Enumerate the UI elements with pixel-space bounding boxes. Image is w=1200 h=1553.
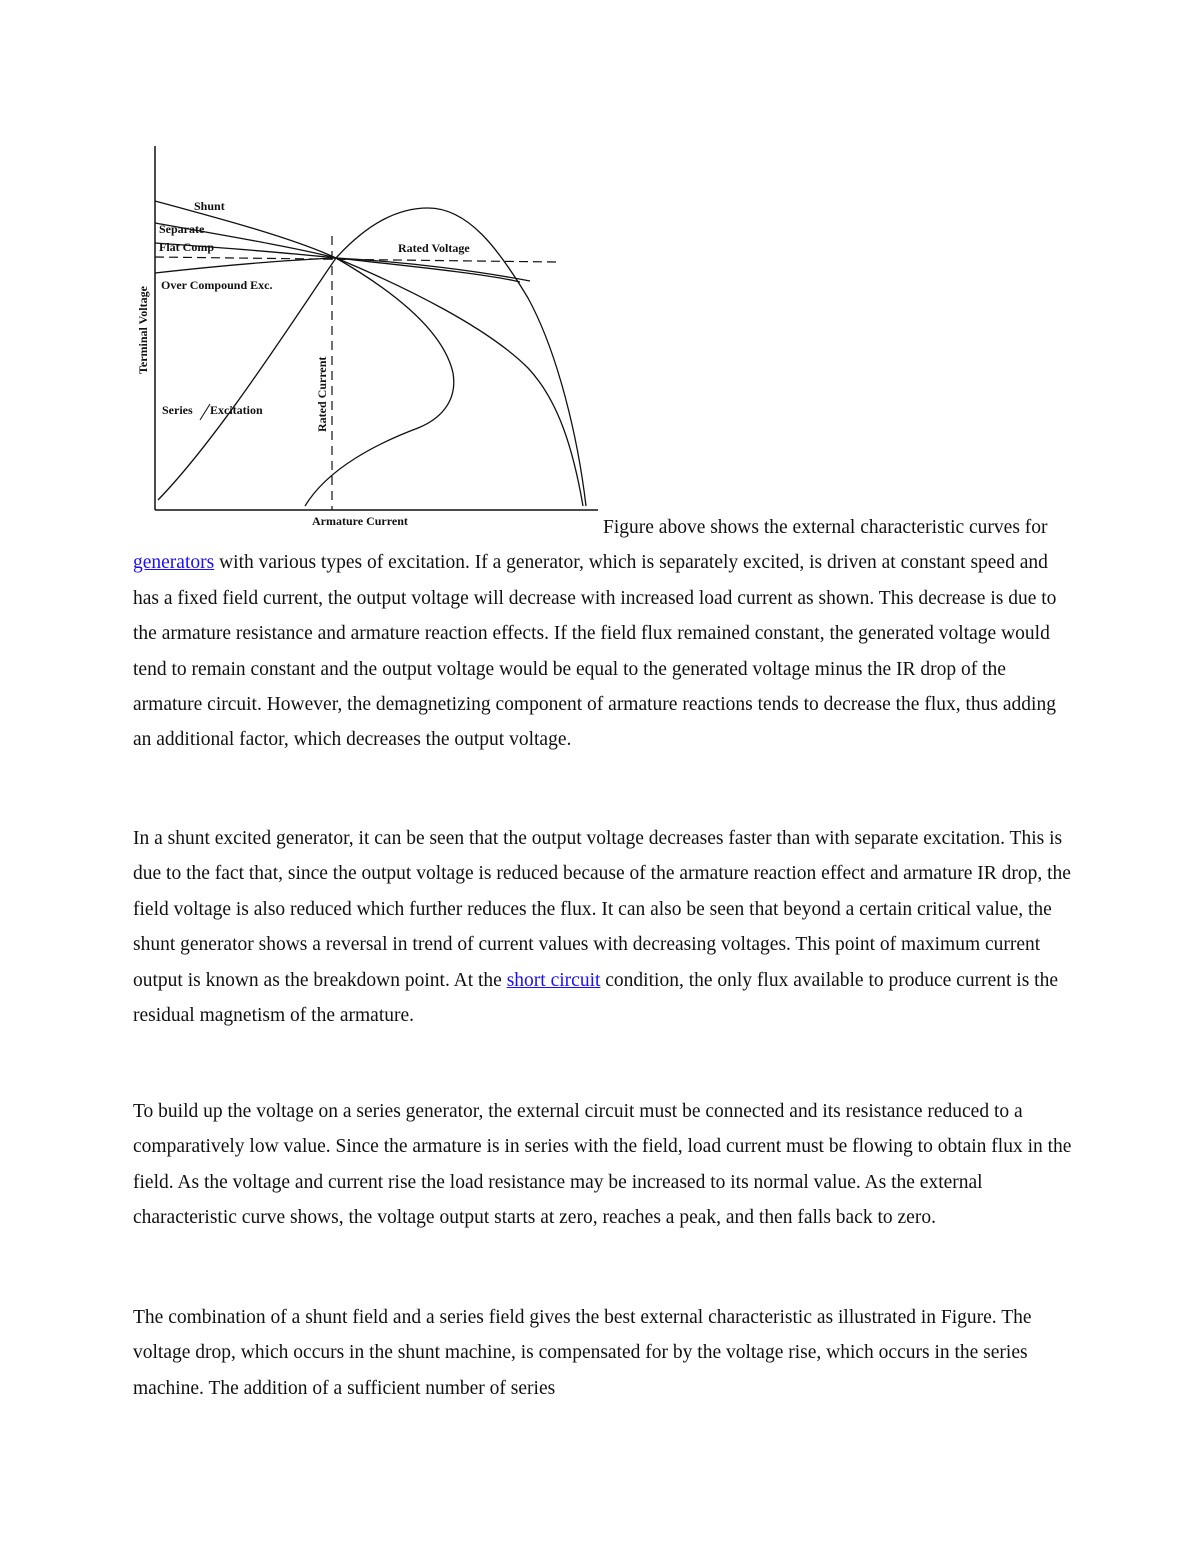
over-compound-label: Over Compound Exc. [161,278,273,292]
short-circuit-link[interactable]: short circuit [506,969,601,991]
separate-curve [155,223,583,506]
paragraph-1 [133,510,1073,758]
series-label: Series [162,403,193,417]
paragraph-2 [133,821,1073,1033]
paragraph-1-text-a: Figure above shows the external characteristic curves for [603,517,1048,538]
paragraph-3: To build up the voltage on a series generator, the external circuit must be connected and its resistance reduced to a comparatively low value. Since the armature is in series with the field, load current must be flowing to obtain flux in the field. As the voltage and current rise the load resistance may be increased to its normal value. As the external characteristic curve shows, the voltage output starts at zero, reaches a peak, and then falls back to zero. [133,1101,1072,1229]
paragraph-4: The combination of a shunt field and a series field gives the best external characteristic as illustrated in Figure. The voltage drop, which occurs in the shunt machine, is compensated for by the voltage rise, which occurs in the series machine. The addition of a sufficient number of series [133,1307,1032,1399]
rated-voltage-label: Rated Voltage [398,241,470,255]
generators-link[interactable]: generators [133,552,215,574]
x-axis-label: Armature Current [312,514,408,528]
paragraph-1-text-b: with various types of excitation. If a generator, which is separately excited, is driven at constant speed and has a fixed field current, the output voltage will decrease with increased load current as shown. This decrease is due to the armature resistance and armature reaction effects. If the field flux remained constant, the generated voltage would tend to remain constant and the output voltage would be equal to the generated voltage minus the IR drop of the armature circuit. However, the demagnetizing component of armature reactions tends to decrease the flux, thus adding an additional factor, which decreases the output voltage. [133,552,1057,751]
series-curve [158,208,586,506]
y-axis-label: Terminal Voltage [136,286,150,374]
flat-comp-label: Flat Comp [159,240,214,254]
paragraph-2-text-a: In a shunt excited generator, it can be seen that the output voltage decreases faster than with separate excitation. This is due to the fact that, since the output voltage is reduced because of the armature reaction effect and armature IR drop, the field voltage is also reduced which further reduces the flux. It can also be seen that beyond a certain critical value, the shunt generator shows a reversal in trend of current values with decreasing voltages. This point of maximum current output is known as the breakdown point. At the [133,828,1071,991]
external-characteristics-figure [128,138,608,538]
shunt-label: Shunt [194,199,225,213]
paragraph-2-text-b: condition, the only flux available to produce current is the residual magnetism of the armature. [133,969,1058,1027]
separate-label: Separate [159,222,205,236]
series-label-slash [200,404,210,420]
rated-current-label: Rated Current [315,356,329,432]
excitation-label: Excitation [210,403,263,417]
